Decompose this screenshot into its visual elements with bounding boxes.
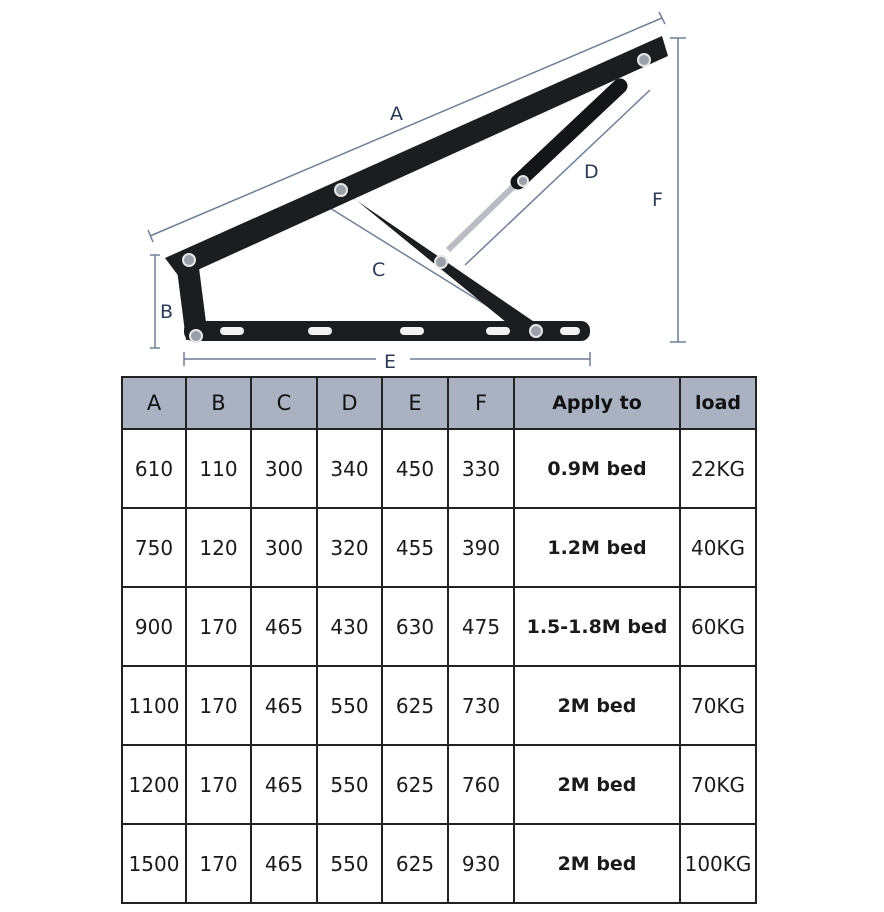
label-d: D (584, 161, 599, 183)
table-header-row (122, 377, 756, 429)
header-c: C (251, 377, 317, 429)
cell-b: 170 (186, 666, 251, 745)
header-e: E (382, 377, 448, 429)
cell-f: 390 (448, 508, 514, 587)
cell-a: 1100 (122, 666, 186, 745)
header-load: load (680, 377, 756, 429)
bracket-arms (165, 36, 668, 341)
cell-load: 40KG (680, 508, 756, 587)
cell-d: 340 (317, 429, 382, 508)
cell-c: 300 (251, 429, 317, 508)
lift-mechanism-diagram (0, 0, 884, 372)
header-b: B (186, 377, 251, 429)
cell-f: 930 (448, 824, 514, 903)
cell-a: 1200 (122, 745, 186, 824)
cell-c: 465 (251, 666, 317, 745)
table-row (122, 587, 756, 666)
cell-apply-to: 1.5-1.8M bed (514, 587, 680, 666)
table-row (122, 508, 756, 587)
cell-apply-to: 1.2M bed (514, 508, 680, 587)
label-c: C (372, 259, 386, 281)
header-f: F (448, 377, 514, 429)
cell-f: 330 (448, 429, 514, 508)
cell-load: 70KG (680, 745, 756, 824)
cell-d: 550 (317, 745, 382, 824)
label-a: A (390, 103, 403, 125)
cell-load: 60KG (680, 587, 756, 666)
cell-c: 465 (251, 824, 317, 903)
cell-b: 120 (186, 508, 251, 587)
cell-apply-to: 0.9M bed (514, 429, 680, 508)
cell-load: 22KG (680, 429, 756, 508)
table-row (122, 824, 756, 903)
label-f: F (652, 189, 663, 211)
cell-b: 110 (186, 429, 251, 508)
gas-spring-rod (448, 180, 520, 250)
cell-a: 1500 (122, 824, 186, 903)
cell-b: 170 (186, 587, 251, 666)
cell-apply-to: 2M bed (514, 666, 680, 745)
cell-e: 625 (382, 666, 448, 745)
cell-b: 170 (186, 745, 251, 824)
cell-e: 625 (382, 745, 448, 824)
table-row (122, 745, 756, 824)
cell-d: 430 (317, 587, 382, 666)
cell-b: 170 (186, 824, 251, 903)
header-apply-to: Apply to (514, 377, 680, 429)
cell-e: 455 (382, 508, 448, 587)
header-a: A (122, 377, 186, 429)
cell-apply-to: 2M bed (514, 745, 680, 824)
cell-e: 630 (382, 587, 448, 666)
cell-a: 610 (122, 429, 186, 508)
cell-load: 70KG (680, 666, 756, 745)
cell-d: 320 (317, 508, 382, 587)
cell-e: 450 (382, 429, 448, 508)
cell-d: 550 (317, 824, 382, 903)
cell-f: 760 (448, 745, 514, 824)
cell-load: 100KG (680, 824, 756, 903)
cell-e: 625 (382, 824, 448, 903)
cell-a: 750 (122, 508, 186, 587)
cell-c: 465 (251, 587, 317, 666)
table-row (122, 429, 756, 508)
cell-a: 900 (122, 587, 186, 666)
cell-apply-to: 2M bed (514, 824, 680, 903)
cell-c: 300 (251, 508, 317, 587)
spec-table (121, 376, 757, 904)
cell-d: 550 (317, 666, 382, 745)
cell-c: 465 (251, 745, 317, 824)
label-e: E (384, 351, 397, 372)
table-row (122, 666, 756, 745)
cell-f: 475 (448, 587, 514, 666)
header-d: D (317, 377, 382, 429)
cell-f: 730 (448, 666, 514, 745)
label-b: B (160, 301, 174, 323)
pivot-rivets (183, 54, 650, 342)
